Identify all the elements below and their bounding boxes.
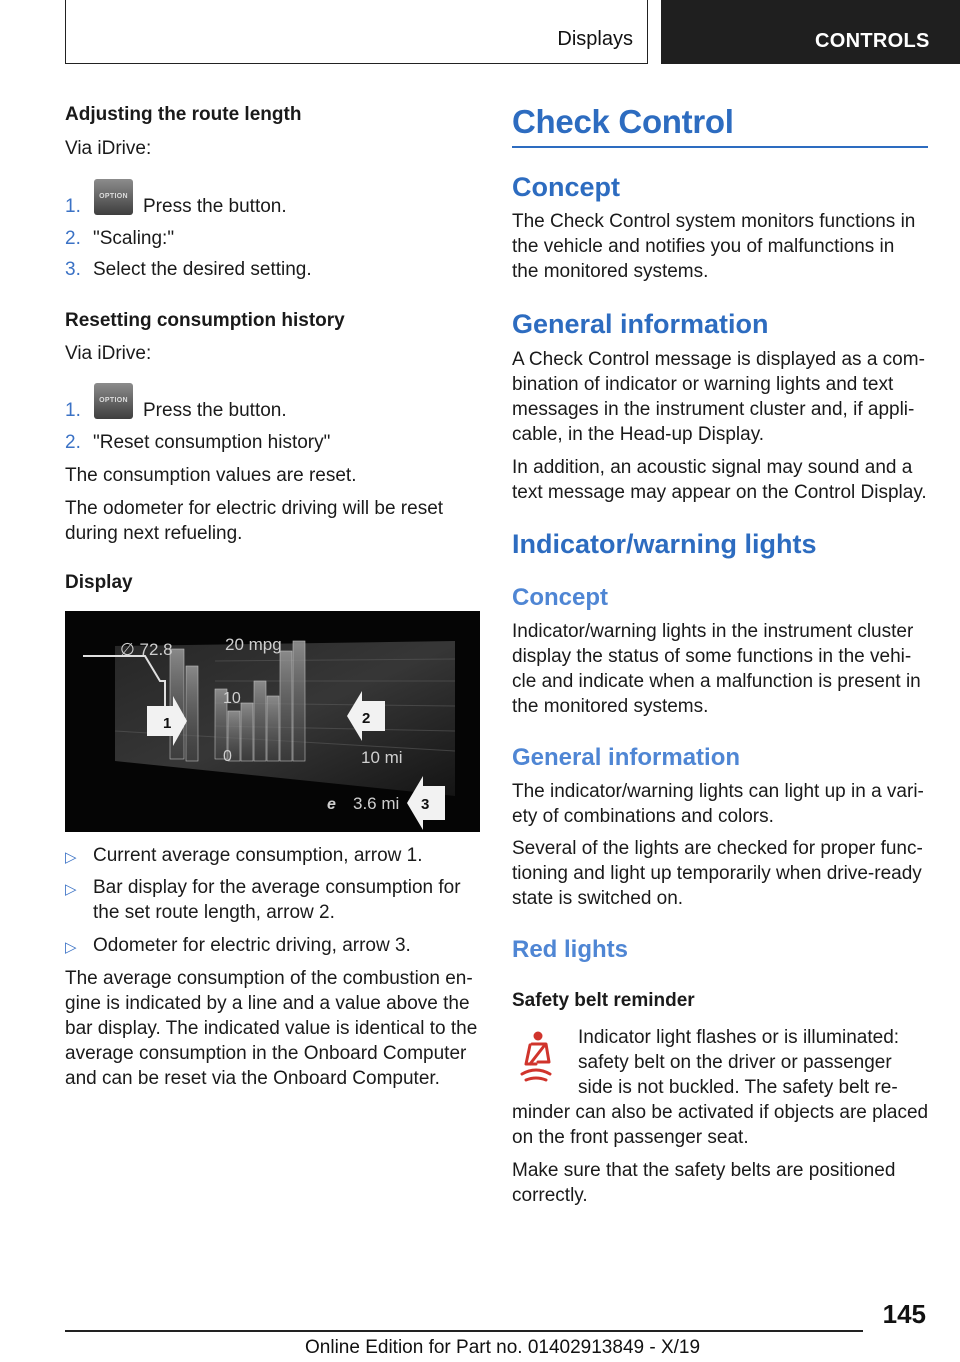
concept-text-line: the monitored systems.: [512, 261, 709, 282]
general-info-line: In addition, an acoustic signal may sound and a: [512, 457, 913, 478]
mpg-scale-label: 20 mpg: [225, 635, 282, 654]
indicator-general-line: ety of combinations and colors.: [512, 806, 774, 827]
belt-info-line: safety belt on the driver or passenger: [578, 1052, 892, 1073]
route-step-number: 1.: [65, 196, 81, 217]
average-info-line: bar display. The indicated value is identical to the: [65, 1018, 478, 1039]
indicator-concept-line: Indicator/warning lights in the instrument cluster: [512, 621, 914, 642]
belt-info-line: Indicator light flashes or is illuminated:: [578, 1027, 900, 1048]
red-lights-heading: Red lights: [512, 936, 629, 963]
route-step-text: Press the button.: [143, 196, 287, 217]
reset-step-number: 2.: [65, 432, 81, 453]
electric-odometer-label: 3.6 mi: [353, 794, 400, 813]
arrow-1-label: 1: [163, 715, 172, 732]
arrow-2-label: 2: [362, 710, 371, 727]
electric-drive-icon: e: [327, 796, 336, 813]
scale-ten-label: 10: [223, 690, 241, 707]
consumption-display-figure: [65, 611, 480, 832]
footer-divider: [65, 1330, 863, 1332]
indicator-concept-line: the monitored systems.: [512, 696, 709, 717]
odometer-reset-text-line: The odometer for electric driving will be reset: [65, 498, 444, 519]
indicator-general-line: tioning and light up temporarily when drive-ready: [512, 863, 922, 884]
section-title: Check Control: [512, 103, 734, 140]
chart-bar: [254, 681, 266, 761]
general-info-line: text message may appear on the Control Display.: [512, 482, 927, 503]
display-heading: Display: [65, 572, 133, 593]
odometer-reset-text-line: during next refueling.: [65, 523, 243, 544]
concept-text-line: the vehicle and notifies you of malfunctions in: [512, 236, 895, 257]
chart-bar: [267, 696, 279, 761]
reset-step-text: "Reset consumption history": [93, 432, 331, 453]
indicator-general-line: Several of the lights are checked for proper func-: [512, 838, 923, 859]
header-section-title: Displays: [557, 28, 633, 50]
bullet-text: Bar display for the average consumption for: [93, 877, 461, 898]
bullet-triangle-icon: ▷: [65, 881, 77, 898]
route-step-number: 3.: [65, 259, 81, 280]
reset-step-text: Press the button.: [143, 400, 287, 421]
general-info-line: messages in the instrument cluster and, if appli-: [512, 399, 915, 420]
indicator-concept-line: cle and indicate when a malfunction is present in: [512, 671, 921, 692]
reset-via-text: Via iDrive:: [65, 343, 152, 364]
general-info-line: cable, in the Head-up Display.: [512, 424, 765, 445]
reset-history-heading: Resetting consumption history: [65, 310, 345, 331]
indicator-concept-line: display the status of some functions in the vehi-: [512, 646, 912, 667]
average-info-line: and can be reset via the Onboard Computer.: [65, 1068, 440, 1089]
indicator-general-heading: General information: [512, 744, 741, 771]
route-step-text: Select the desired setting.: [93, 259, 312, 280]
header-section-box: [65, 0, 648, 64]
route-step-number: 2.: [65, 228, 81, 249]
indicator-concept-heading: Concept: [512, 584, 608, 611]
belt-info-line: on the front passenger seat.: [512, 1127, 749, 1148]
title-divider: [512, 146, 928, 148]
chart-bar: [241, 703, 253, 761]
average-info-line: gine is indicated by a line and a value above the: [65, 993, 470, 1014]
chart-bar: [186, 666, 198, 761]
route-step-text: "Scaling:": [93, 228, 175, 249]
reset-step-number: 1.: [65, 400, 81, 421]
bullet-triangle-icon: ▷: [65, 939, 77, 956]
average-info-line: The average consumption of the combustion en-: [65, 968, 473, 989]
option-button-icon: OPTION: [94, 179, 133, 215]
header-chapter-tab: CONTROLS: [661, 0, 960, 64]
indicator-general-line: The indicator/warning lights can light up in a vari-: [512, 781, 924, 802]
average-value-label: ∅ 72.8: [120, 640, 173, 659]
concept-text-line: The Check Control system monitors functions in: [512, 211, 916, 232]
seatbelt-warning-icon: [516, 1030, 556, 1086]
scale-zero-label: 0: [223, 748, 232, 765]
general-info-line: A Check Control message is displayed as a com-: [512, 349, 925, 370]
average-info-line: average consumption in the Onboard Computer: [65, 1043, 467, 1064]
safety-belt-heading: Safety belt reminder: [512, 990, 695, 1011]
footer-edition-text: Online Edition for Part no. 01402913849 - X/19: [305, 1337, 701, 1358]
belt-info-line: correctly.: [512, 1185, 588, 1206]
belt-info-line: minder can also be activated if objects are placed: [512, 1102, 929, 1123]
indicator-lights-heading: Indicator/warning lights: [512, 529, 817, 559]
concept-heading: Concept: [512, 172, 620, 202]
chart-bar: [293, 641, 305, 761]
page-number: 145: [882, 1299, 926, 1329]
indicator-general-line: state is switched on.: [512, 888, 684, 909]
bullet-text: the set route length, arrow 2.: [93, 902, 335, 923]
consumption-display-illustration: [65, 611, 480, 832]
belt-info-line: Make sure that the safety belts are positioned: [512, 1160, 896, 1181]
bullet-text: Odometer for electric driving, arrow 3.: [93, 935, 411, 956]
arrow-3-label: 3: [421, 796, 430, 813]
route-via-text: Via iDrive:: [65, 138, 152, 159]
route-length-label: 10 mi: [361, 748, 403, 767]
chart-bar: [280, 651, 292, 761]
reset-result-text: The consumption values are reset.: [65, 465, 357, 486]
belt-info-line: side is not buckled. The safety belt re-: [578, 1077, 898, 1098]
bullet-triangle-icon: ▷: [65, 849, 77, 866]
general-info-heading: General information: [512, 309, 769, 339]
route-length-heading: Adjusting the route length: [65, 104, 302, 125]
general-info-line: bination of indicator or warning lights and text: [512, 374, 894, 395]
option-button-icon: OPTION: [94, 383, 133, 419]
bullet-text: Current average consumption, arrow 1.: [93, 845, 423, 866]
